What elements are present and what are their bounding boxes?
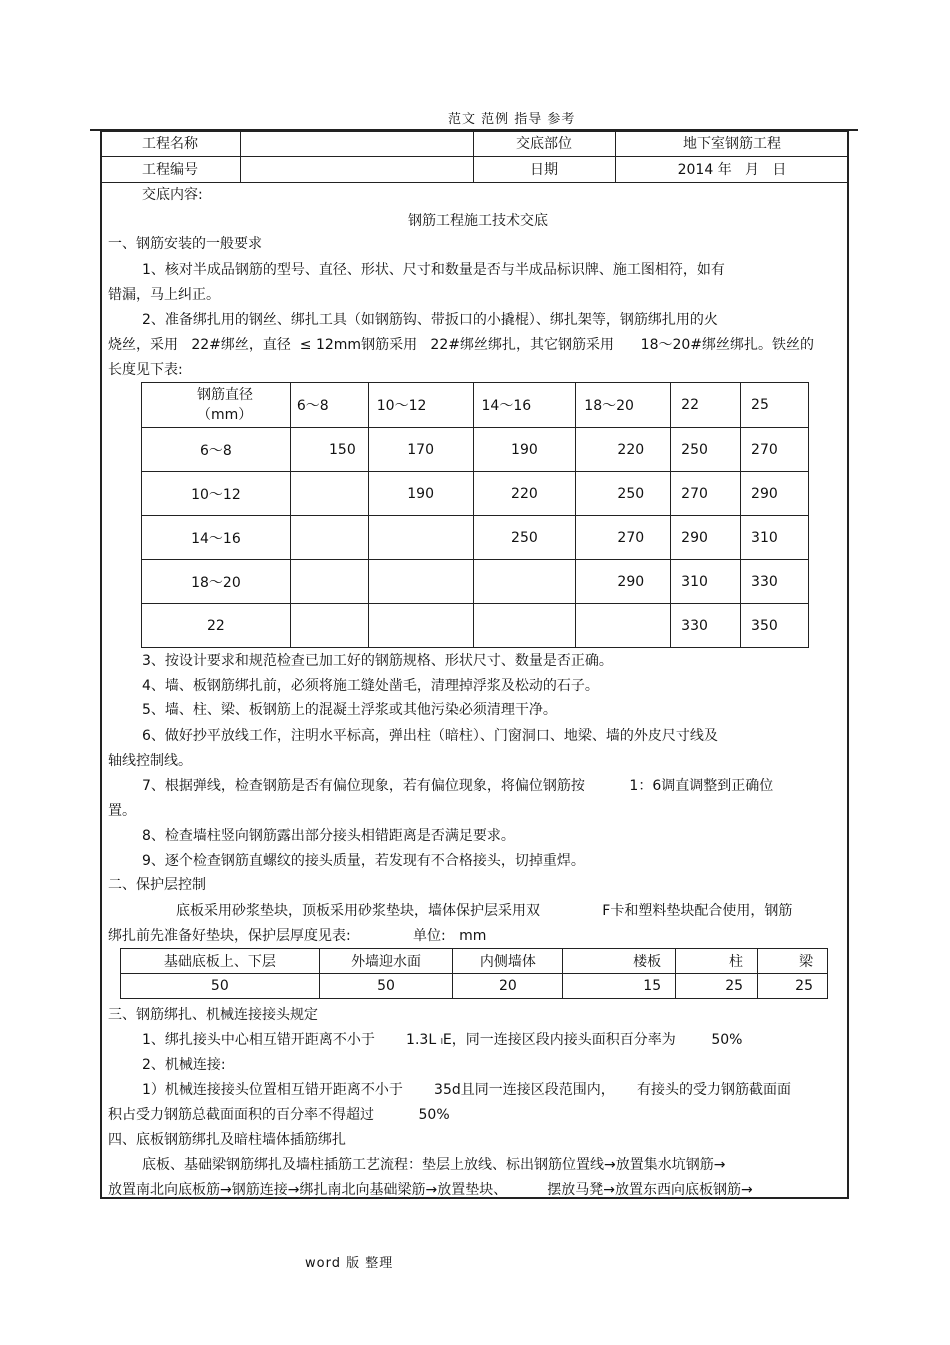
table-row: [142, 604, 809, 648]
section4-heading: 四、底板钢筋绑扎及暗柱墙体插筋绑扎: [108, 1132, 346, 1148]
wire-cell: 270: [741, 428, 809, 472]
s1-item6-line2: 轴线控制线。: [108, 753, 192, 769]
wire-cell: 330: [741, 560, 809, 604]
table-row: [142, 472, 809, 516]
section3-heading: 三、钢筋绑扎、机械连接接头规定: [108, 1007, 318, 1023]
wire-cell: 190: [368, 472, 473, 516]
wire-cell: [576, 604, 671, 648]
cover-value-cell: 50: [121, 974, 320, 999]
wire-cell: [290, 604, 368, 648]
cover-header-cell: 柱: [676, 949, 758, 974]
s3-item2-1-line2: 积占受力钢筋总截面面积的百分率不得超过 50%: [108, 1107, 450, 1123]
wire-cell: 220: [473, 472, 576, 516]
s1-item4: 4、墙、板钢筋绑扎前，必须将施工缝处凿毛，清理掉浮浆及松动的石子。: [142, 678, 599, 694]
wire-cell: [290, 472, 368, 516]
wire-header-cell: 14～16: [473, 383, 576, 428]
s1-item5: 5、墙、柱、梁、板钢筋上的混凝土浮浆或其他污染必须清理干净。: [142, 702, 557, 718]
wire-header-diameter: 钢筋直径 （mm）: [142, 383, 291, 428]
wire-length-table: [141, 382, 809, 648]
project-name-label: 工程名称: [142, 136, 198, 152]
wire-cell: 250: [576, 472, 671, 516]
wire-cell: [290, 560, 368, 604]
info-col-divider-1: [240, 130, 241, 182]
wire-table-header-row: [142, 383, 809, 428]
s1-item2-line2: 烧丝，采用 22#绑丝，直径 ≤ 12mm钢筋采用 22#绑丝绑扎，其它钢筋采用 18～20#绑丝绑扎。铁丝的: [108, 337, 815, 353]
wire-cell: 310: [741, 516, 809, 560]
info-row-divider: [100, 156, 849, 157]
wire-row-label: 6～8: [142, 428, 291, 472]
wire-cell: 310: [671, 560, 741, 604]
s3-item2: 2、机械连接:: [142, 1057, 226, 1073]
section1-heading: 一、钢筋安装的一般要求: [108, 236, 262, 252]
wire-cell: 250: [473, 516, 576, 560]
wire-cell: 290: [741, 472, 809, 516]
section2-heading: 二、保护层控制: [108, 877, 206, 893]
wire-cell: 150: [290, 428, 368, 472]
handover-part-value: 地下室钢筋工程: [683, 136, 781, 152]
project-no-label: 工程编号: [142, 162, 198, 178]
s1-item2-line1: 2、准备绑扎用的钢丝、绑扎工具（如钢筋钩、带扳口的小撬棍）、绑扎架等，钢筋绑扎用的火: [142, 312, 718, 328]
s1-item6-line1: 6、做好抄平放线工作，注明水平标高，弹出柱（暗柱）、门窗洞口、地梁、墙的外皮尺寸线及: [142, 728, 718, 744]
s1-item1-line2: 错漏，马上纠正。: [108, 287, 220, 303]
s4-para-line2: 放置南北向底板筋→钢筋连接→绑扎南北向基础梁筋→放置垫块、 摆放马凳→放置东西向底板钢筋→: [108, 1182, 753, 1198]
s1-item7-line1: 7、根据弹线，检查钢筋是否有偏位现象，若有偏位现象，将偏位钢筋按 1：6调直调整到正确位: [142, 778, 774, 794]
cover-value-cell: 50: [319, 974, 453, 999]
content-label: 交底内容:: [142, 187, 203, 203]
table-row: [142, 560, 809, 604]
wire-cell: [368, 560, 473, 604]
cover-thickness-table: [120, 948, 828, 999]
wire-row-label: 14～16: [142, 516, 291, 560]
wire-cell: 330: [671, 604, 741, 648]
wire-header-cell: 25: [741, 383, 809, 428]
s1-item9: 9、逐个检查钢筋直螺纹的接头质量，若发现有不合格接头，切掉重焊。: [142, 853, 585, 869]
wire-cell: [473, 560, 576, 604]
wire-cell: [368, 516, 473, 560]
cover-header-cell: 梁: [758, 949, 828, 974]
handover-part-label: 交底部位: [516, 136, 572, 152]
s1-item8: 8、检查墙柱竖向钢筋露出部分接头相错距离是否满足要求。: [142, 828, 515, 844]
wire-cell: 220: [576, 428, 671, 472]
wire-header-cell: 6～8: [290, 383, 368, 428]
page-header: 范文 范例 指导 参考: [448, 112, 576, 127]
wire-cell: [290, 516, 368, 560]
cover-header-cell: 楼板: [563, 949, 676, 974]
cover-header-cell: 内侧墙体: [453, 949, 563, 974]
cover-value-cell: 20: [453, 974, 563, 999]
s4-para-line1: 底板、基础梁钢筋绑扎及墙柱插筋工艺流程：垫层上放线、标出钢筋位置线→放置集水坑钢筋→: [142, 1157, 726, 1173]
wire-cell: [473, 604, 576, 648]
cover-header-cell: 基础底板上、下层: [121, 949, 320, 974]
wire-header-cell: 10～12: [368, 383, 473, 428]
table-row: [142, 428, 809, 472]
page-footer: word 版 整理: [305, 1256, 394, 1271]
table-row: [121, 974, 828, 999]
date-label: 日期: [530, 162, 558, 178]
wire-cell: 290: [671, 516, 741, 560]
doc-title: 钢筋工程施工技术交底: [408, 213, 548, 229]
s3-item1: 1、绑扎接头中心相互错开距离不小于 1.3L ₗE，同一连接区段内接头面积百分率为 50%: [142, 1032, 743, 1048]
info-table-bottom: [100, 182, 849, 183]
cover-header-cell: 外墙迎水面: [319, 949, 453, 974]
wire-cell: 170: [368, 428, 473, 472]
cover-table-header-row: [121, 949, 828, 974]
wire-header-cell: 18～20: [576, 383, 671, 428]
table-row: [142, 516, 809, 560]
s1-item1-line1: 1、核对半成品钢筋的型号、直径、形状、尺寸和数量是否与半成品标识牌、施工图相符，如有: [142, 262, 725, 278]
date-value: 2014 年 月 日: [677, 162, 787, 178]
s1-item3: 3、按设计要求和规范检查已加工好的钢筋规格、形状尺寸、数量是否正确。: [142, 653, 613, 669]
cover-value-cell: 15: [563, 974, 676, 999]
cover-value-cell: 25: [758, 974, 828, 999]
wire-row-label: 22: [142, 604, 291, 648]
wire-cell: 250: [671, 428, 741, 472]
wire-row-label: 18～20: [142, 560, 291, 604]
s3-item2-1-line1: 1）机械连接接头位置相互错开距离不小于 35d且同一连接区段范围内， 有接头的受力钢筋截面面: [142, 1082, 792, 1098]
cover-value-cell: 25: [676, 974, 758, 999]
s2-para-line1: 底板采用砂浆垫块，顶板采用砂浆垫块，墙体保护层采用双 F卡和塑料垫块配合使用，钢筋: [176, 903, 793, 919]
wire-header-cell: 22: [671, 383, 741, 428]
wire-cell: 290: [576, 560, 671, 604]
wire-cell: 270: [576, 516, 671, 560]
s2-para-line2: 绑扎前先准备好垫块，保护层厚度见表: 单位: mm: [108, 928, 487, 944]
wire-cell: 190: [473, 428, 576, 472]
s1-item2-line3: 长度见下表:: [108, 362, 183, 378]
wire-cell: 270: [671, 472, 741, 516]
s1-item7-line2: 置。: [108, 803, 136, 819]
wire-row-label: 10～12: [142, 472, 291, 516]
wire-cell: [368, 604, 473, 648]
wire-cell: 350: [741, 604, 809, 648]
